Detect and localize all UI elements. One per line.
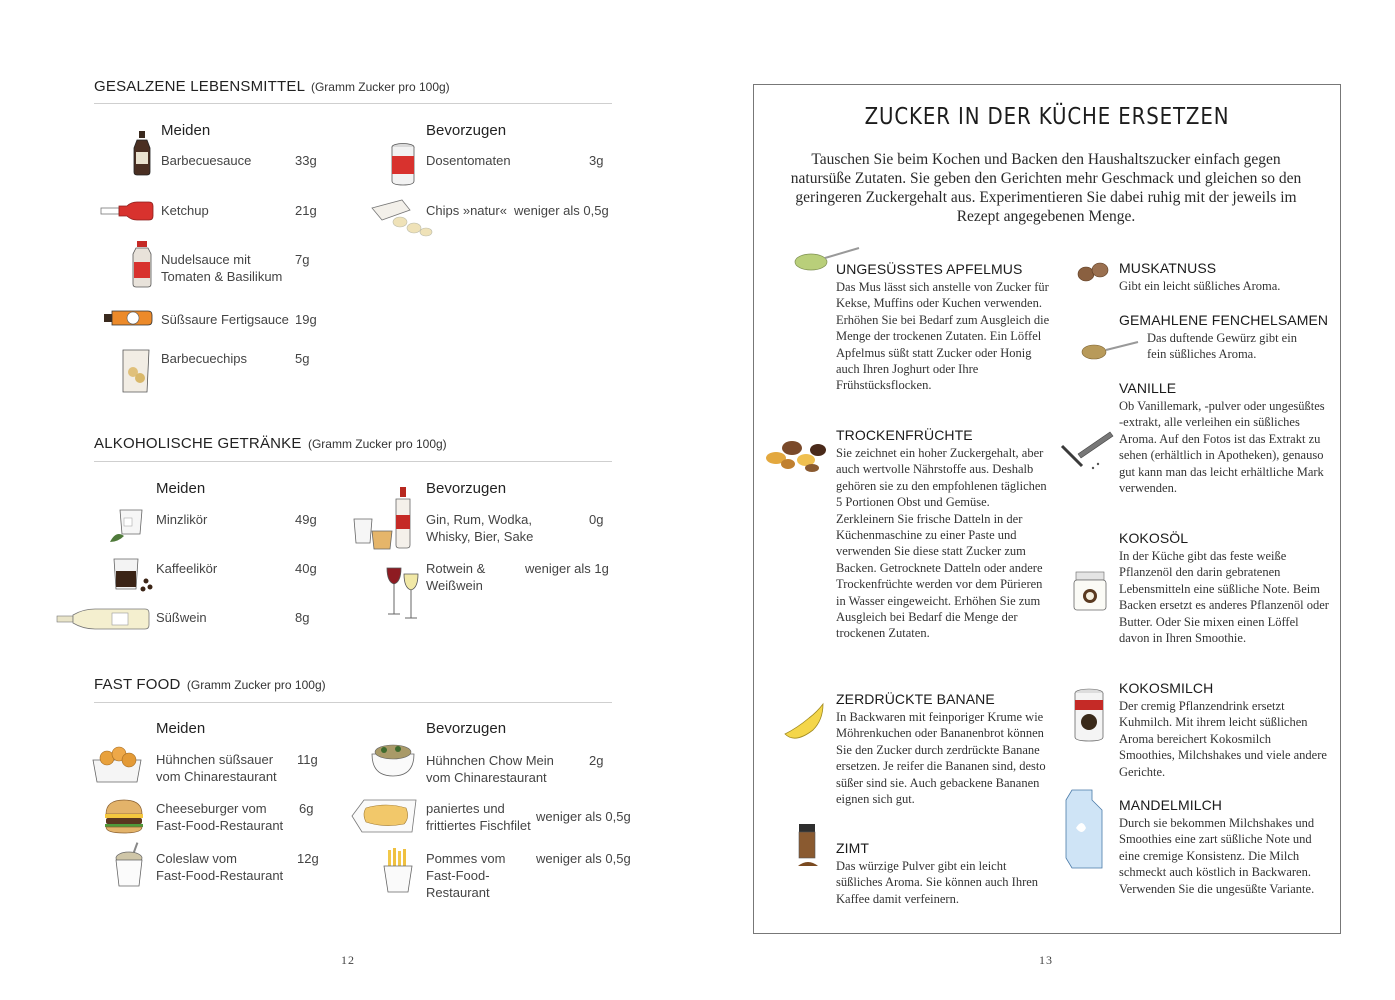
list-item: Chips »natur«	[426, 203, 507, 218]
page-number: 12	[341, 953, 355, 967]
sugar-value: 49g	[295, 512, 317, 527]
tip-text: Ob Vanillemark, -pulver oder ungesüßtes -extrakt, alle verleihen ein süßliches Aroma. Auf den Fotos ist das Extrakt zu sehen (erhältlich in Apotheken), genauso gut kann man das leicht erhältliche Mark verwenden.	[1119, 399, 1325, 496]
page-title: ZUCKER IN DER KÜCHE ERSETZEN	[864, 104, 1230, 130]
tip-title: ZIMT	[836, 840, 870, 856]
sugar-value: 21g	[295, 203, 317, 218]
cheeseburger-icon	[103, 798, 145, 834]
list-item: Hühnchen süßsauer vom Chinarestaurant	[156, 752, 277, 784]
list-item: Coleslaw vom Fast-Food-Restaurant	[156, 851, 284, 883]
divider	[94, 702, 612, 703]
list-item: Ketchup	[161, 203, 209, 218]
ketchup-bottle-icon	[100, 201, 154, 221]
coffee-liqueur-glass-icon	[110, 555, 156, 595]
tip-text: Der cremig Pflanzendrink ersetzt Kuhmilch. Mit ihrem leicht süßlichen Aroma bereichert Kokosmilch Smoothies, Milchshakes und viele andere Gerichte.	[1119, 699, 1327, 779]
sweet-sour-sauce-bottle-icon	[103, 308, 153, 328]
tip-title: KOKOSMILCH	[1119, 680, 1214, 696]
cinnamon-jar-icon	[796, 822, 820, 874]
bbq-sauce-bottle-icon	[130, 130, 154, 176]
list-item: Hühnchen Chow Mein vom Chinarestaurant	[426, 753, 554, 785]
list-item: Rotwein & Weißwein	[426, 561, 486, 593]
list-item: paniertes und frittiertes Fischfilet	[426, 801, 531, 833]
section-title-fastfood: FAST FOOD (Gramm Zucker pro 100g)	[94, 676, 326, 693]
tip-title: VANILLE	[1119, 380, 1177, 396]
list-item: Süßwein	[156, 610, 207, 625]
intro-paragraph: Tauschen Sie beim Kochen und Backen den Haushaltszucker einfach gegen natursüße Zutaten. Sie geben den Gerichten mehr Geschmack und gleichen so den geringeren Zuckergehalt aus. Experimentieren Sie dabei ruhig mit der jeweils im Rezept angegebenen Menge.	[790, 151, 1302, 225]
list-item: Minzlikör	[156, 512, 208, 527]
tip-title: UNGESÜSSTES APFELMUS	[836, 261, 1023, 277]
divider	[94, 103, 612, 104]
list-item: Nudelsauce mit Tomaten & Basilikum	[161, 252, 283, 284]
sugar-value: weniger als 1g	[525, 561, 609, 576]
coconut-milk-can-icon	[1071, 688, 1107, 748]
tip-text: Das würzige Pulver gibt ein leicht süßliches Aroma. Sie können auch Ihren Kaffee damit verfeinern.	[836, 859, 1039, 906]
divider	[94, 461, 612, 462]
mint-liqueur-glass-icon	[108, 506, 148, 546]
list-item: Barbecuesauce	[161, 153, 252, 168]
sugar-value: weniger als 0,5g	[536, 851, 631, 866]
prefer-heading: Bevorzugen	[426, 480, 507, 497]
tip-title: GEMAHLENE FENCHELSAMEN	[1119, 312, 1329, 328]
sugar-value: 3g	[589, 153, 604, 168]
coconut-oil-jar-icon	[1070, 570, 1110, 614]
sugar-value: 19g	[295, 312, 317, 327]
almond-milk-carton-icon	[1064, 788, 1106, 872]
sugar-value: 7g	[295, 252, 310, 267]
list-item: Gin, Rum, Wodka, Whisky, Bier, Sake	[426, 512, 534, 544]
tip-title: MUSKATNUSS	[1119, 260, 1217, 276]
sugar-value: 12g	[297, 851, 319, 866]
list-item: Cheeseburger vom Fast-Food-Restaurant	[156, 801, 284, 833]
sugar-value: 40g	[295, 561, 317, 576]
canned-tomatoes-icon	[389, 142, 417, 188]
sugar-value: 2g	[589, 753, 604, 768]
bbq-chips-bag-icon	[119, 348, 153, 396]
sugar-value: 5g	[295, 351, 310, 366]
tip-title: TROCKENFRÜCHTE	[836, 427, 973, 443]
sugar-value: 11g	[297, 752, 318, 767]
section-title-alcohol: ALKOHOLISCHE GETRÄNKE (Gramm Zucker pro 100g)	[94, 435, 447, 452]
avoid-heading: Meiden	[156, 480, 206, 497]
prefer-heading: Bevorzugen	[426, 720, 507, 737]
wine-glasses-icon	[386, 564, 420, 622]
dried-fruits-icon	[762, 432, 830, 474]
tip-text: Gibt ein leicht süßliches Aroma.	[1119, 279, 1281, 293]
nutmeg-icon	[1076, 260, 1110, 286]
sugar-value: weniger als 0,5g	[514, 203, 609, 218]
tip-text: In Backwaren mit feinporiger Krume wie Möhrenkuchen oder Bananenbrot können Sie den Zucker durch zerdrückte Banane ersetzen. Je reifer die Bananen sind, desto süßer sind sie. Auch gebackene Bananen eignen sich gut.	[836, 710, 1046, 807]
page-number: 13	[1039, 953, 1053, 967]
prefer-heading: Bevorzugen	[426, 122, 507, 139]
sugar-value: 8g	[295, 610, 310, 625]
sugar-value: 6g	[299, 801, 314, 816]
fennel-seeds-spoon-icon	[1080, 338, 1140, 364]
list-item: Kaffeelikör	[156, 561, 218, 576]
mashed-banana-icon	[781, 700, 827, 746]
avoid-heading: Meiden	[156, 720, 206, 737]
list-item: Süßsaure Fertigsauce	[161, 312, 289, 327]
tip-title: KOKOSÖL	[1119, 530, 1189, 546]
list-item: Barbecuechips	[161, 351, 247, 366]
sugar-value: 33g	[295, 153, 317, 168]
dessert-wine-bottle-icon	[56, 607, 150, 631]
avoid-heading: Meiden	[161, 122, 211, 139]
tip-title: ZERDRÜCKTE BANANE	[836, 691, 995, 707]
list-item: Pommes vom Fast-Food- Restaurant	[426, 851, 506, 900]
spirits-bottle-and-glasses-icon	[352, 485, 418, 551]
french-fries-icon	[381, 848, 415, 894]
sugar-value: 0g	[589, 512, 604, 527]
vanilla-icon	[1058, 428, 1114, 472]
tip-text: Das Mus lässt sich anstelle von Zucker für Kekse, Muffins oder Kuchen verwenden. Erhöhen Sie bei Bedarf zum Ausgleich die Menge der trockenen Zutaten. Ein Löffel Apfelmus süßt statt Zucker oder Honig auch Ihren Joghurt oder Ihre Frühstücksflocken.	[836, 280, 1050, 393]
tip-title: MANDELMILCH	[1119, 797, 1223, 813]
tip-text: In der Küche gibt das feste weiße Pflanzenöl den darin gebratenen Lebensmitteln eine süßliche Note. Beim Backen ersetzt es anderes Pflanzenöl oder Butter. Oder Sie mixen einen Löffel davon in Ihren Smoothie.	[1119, 549, 1329, 646]
sweet-sour-chicken-icon	[89, 742, 145, 786]
coleslaw-cup-icon	[113, 840, 147, 890]
chow-mein-bowl-icon	[370, 740, 416, 780]
tip-text: Durch sie bekommen Milchshakes und Smoothies eine zart süßliche Note und eine cremige Konsistenz. Die Milch schmeckt auch köstlich in Backwaren. Verwenden Sie die ungesüßte Variante.	[1119, 816, 1315, 896]
tip-text: Das duftende Gewürz gibt ein fein süßliches Aroma.	[1147, 331, 1297, 362]
section-title-salty: GESALZENE LEBENSMITTEL (Gramm Zucker pro 100g)	[94, 78, 450, 95]
list-item: Dosentomaten	[426, 153, 511, 168]
pasta-sauce-jar-icon	[131, 240, 153, 288]
sugar-value: weniger als 0,5g	[536, 809, 631, 824]
tip-text: Sie zeichnet ein hoher Zuckergehalt, aber auch wertvolle Nährstoffe aus. Deshalb gehören sie zu den empfohlenen täglichen 5 Portionen Obst und Gemüse. Zerkleinern Sie frische Datteln in der Küchenmaschine zu einer Paste und verwenden Sie diese statt Zucker zum Backen. Getrocknete Datteln oder andere Trockenfrüchte werden vor dem Pürieren in Wasser eingeweicht. Erhöhen Sie zum Ausgleich bei Bedarf die Menge der trockenen Zutaten.	[836, 446, 1047, 641]
fried-fish-fillet-icon	[350, 796, 420, 836]
